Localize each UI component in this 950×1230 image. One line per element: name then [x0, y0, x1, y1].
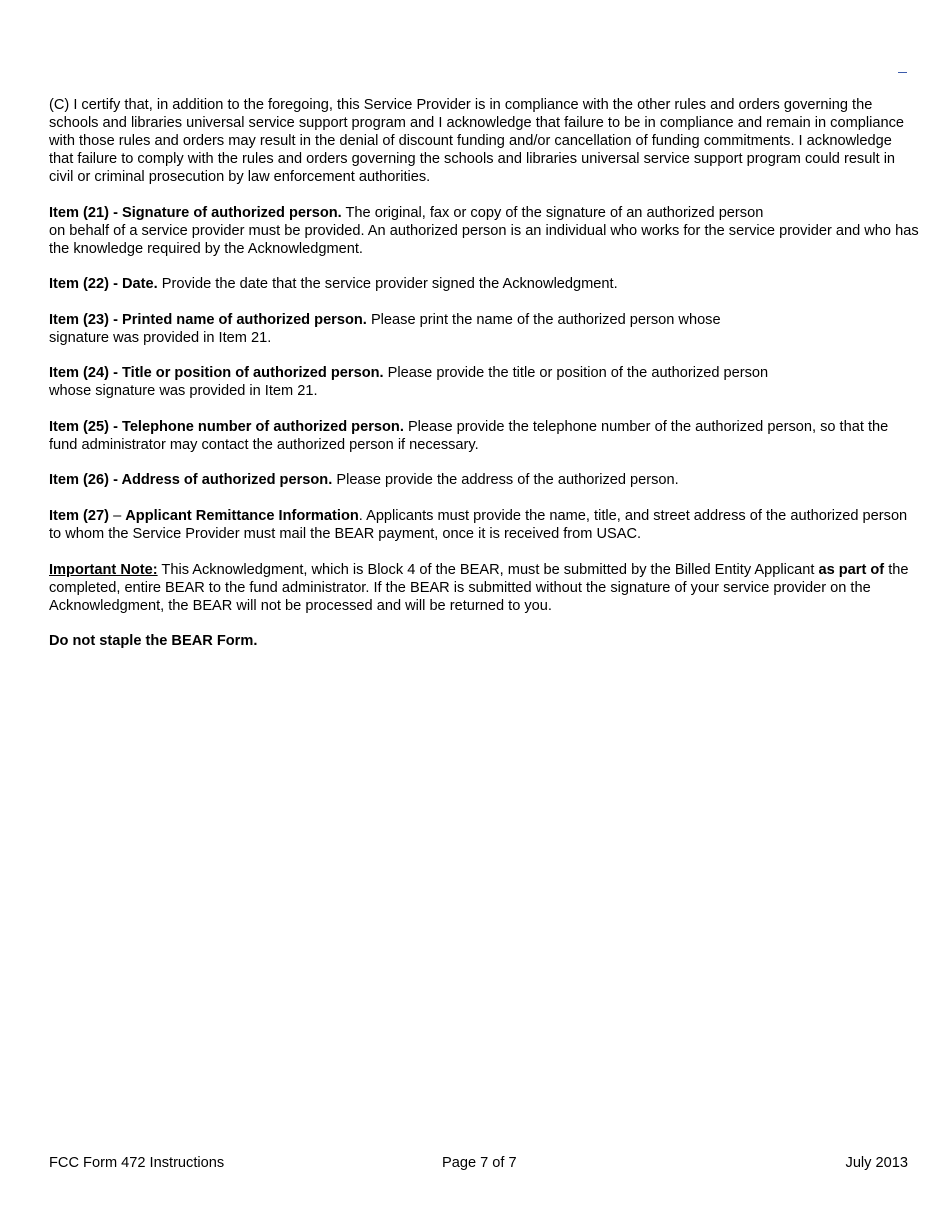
- item-23-line1: Please print the name of the authorized person whose: [370, 312, 721, 328]
- item-26-paragraph: [49, 472, 919, 490]
- footer-date: July 2013: [845, 1155, 908, 1171]
- item-22-paragraph: [49, 276, 919, 294]
- item-23-label: Item (23) - Printed name of authorized person.: [49, 312, 367, 328]
- header-dash-mark: [898, 60, 908, 62]
- item-22-label: Item (22) - Date.: [49, 276, 158, 292]
- item-27-label2: Applicant Remittance Information: [125, 508, 359, 524]
- item-21-line1: The original, fax or copy of the signature of an authorized person: [345, 205, 764, 221]
- item-26-label: Item (26) - Address of authorized person.: [49, 472, 333, 488]
- item-22-text: Provide the date that the service provider signed the Acknowledgment.: [161, 276, 618, 292]
- important-note-text2: the completed, entire BEAR to the fund administrator. If the BEAR is submitted without the signature of your service provider on the Acknowledgment, the BEAR will not be processed and will be returned to you.: [49, 562, 909, 614]
- item-26-text: Please provide the address of the authorized person.: [336, 472, 679, 488]
- item-24-line1: Please provide the title or position of the authorized person: [387, 365, 769, 381]
- item-27-text: . Applicants must provide the name, title, and street address of the authorized person to whom the Service Provider must mail the BEAR payment, once it is received from USAC.: [49, 508, 908, 542]
- final-instruction: [49, 633, 919, 651]
- item-23-text: signature was provided in Item 21.: [49, 329, 272, 346]
- item-24-paragraph: [49, 365, 919, 401]
- footer-page-number: Page 7 of 7: [442, 1155, 517, 1171]
- item-24-label: Item (24) - Title or position of authorized person.: [49, 365, 384, 381]
- item-21-label: Item (21) - Signature of authorized person.: [49, 205, 342, 221]
- paragraph-certification-c: (C) I certify that, in addition to the foregoing, this Service Provider is in compliance with the other rules and orders governing the schools and libraries universal service support program and I acknowledge that failure to be in compliance and remain in compliance with those rules and orders may result in the denial of discount funding and/or cancellation of funding commitments. I acknowledge that failure to comply with the rules and orders governing the schools and libraries universal service support program could result in civil or criminal prosecution by law enforcement authorities.: [49, 97, 905, 185]
- final-instruction-text: Do not staple the BEAR Form.: [49, 633, 258, 649]
- item-25-text: Please provide the telephone number of the authorized person, so that the fund administrator may contact the authorized person if necessary.: [49, 419, 889, 453]
- item-27-dash: –: [109, 508, 126, 524]
- item-27-label: Item (27): [49, 508, 110, 524]
- item-25-paragraph: [49, 419, 919, 455]
- important-note-label: Important Note:: [49, 562, 158, 578]
- important-note-text1: This Acknowledgment, which is Block 4 of the BEAR, must be submitted by the Billed Entity Applicant: [157, 562, 819, 578]
- item-21-text: on behalf of a service provider must be provided. An authorized person is an individual who works for the service provider and who has the knowledge required by the Acknowledgment.: [49, 222, 919, 257]
- item-24-text: whose signature was provided in Item 21.: [49, 382, 318, 399]
- important-note-paragraph: [49, 562, 919, 616]
- item-23-paragraph: [49, 312, 919, 348]
- footer-form-name: FCC Form 472 Instructions: [49, 1155, 225, 1171]
- important-note-bold: as part of: [818, 562, 885, 578]
- item-25-label: Item (25) - Telephone number of authorized person.: [49, 419, 404, 435]
- item-27-paragraph: [49, 508, 919, 544]
- item-21-paragraph: [49, 205, 919, 259]
